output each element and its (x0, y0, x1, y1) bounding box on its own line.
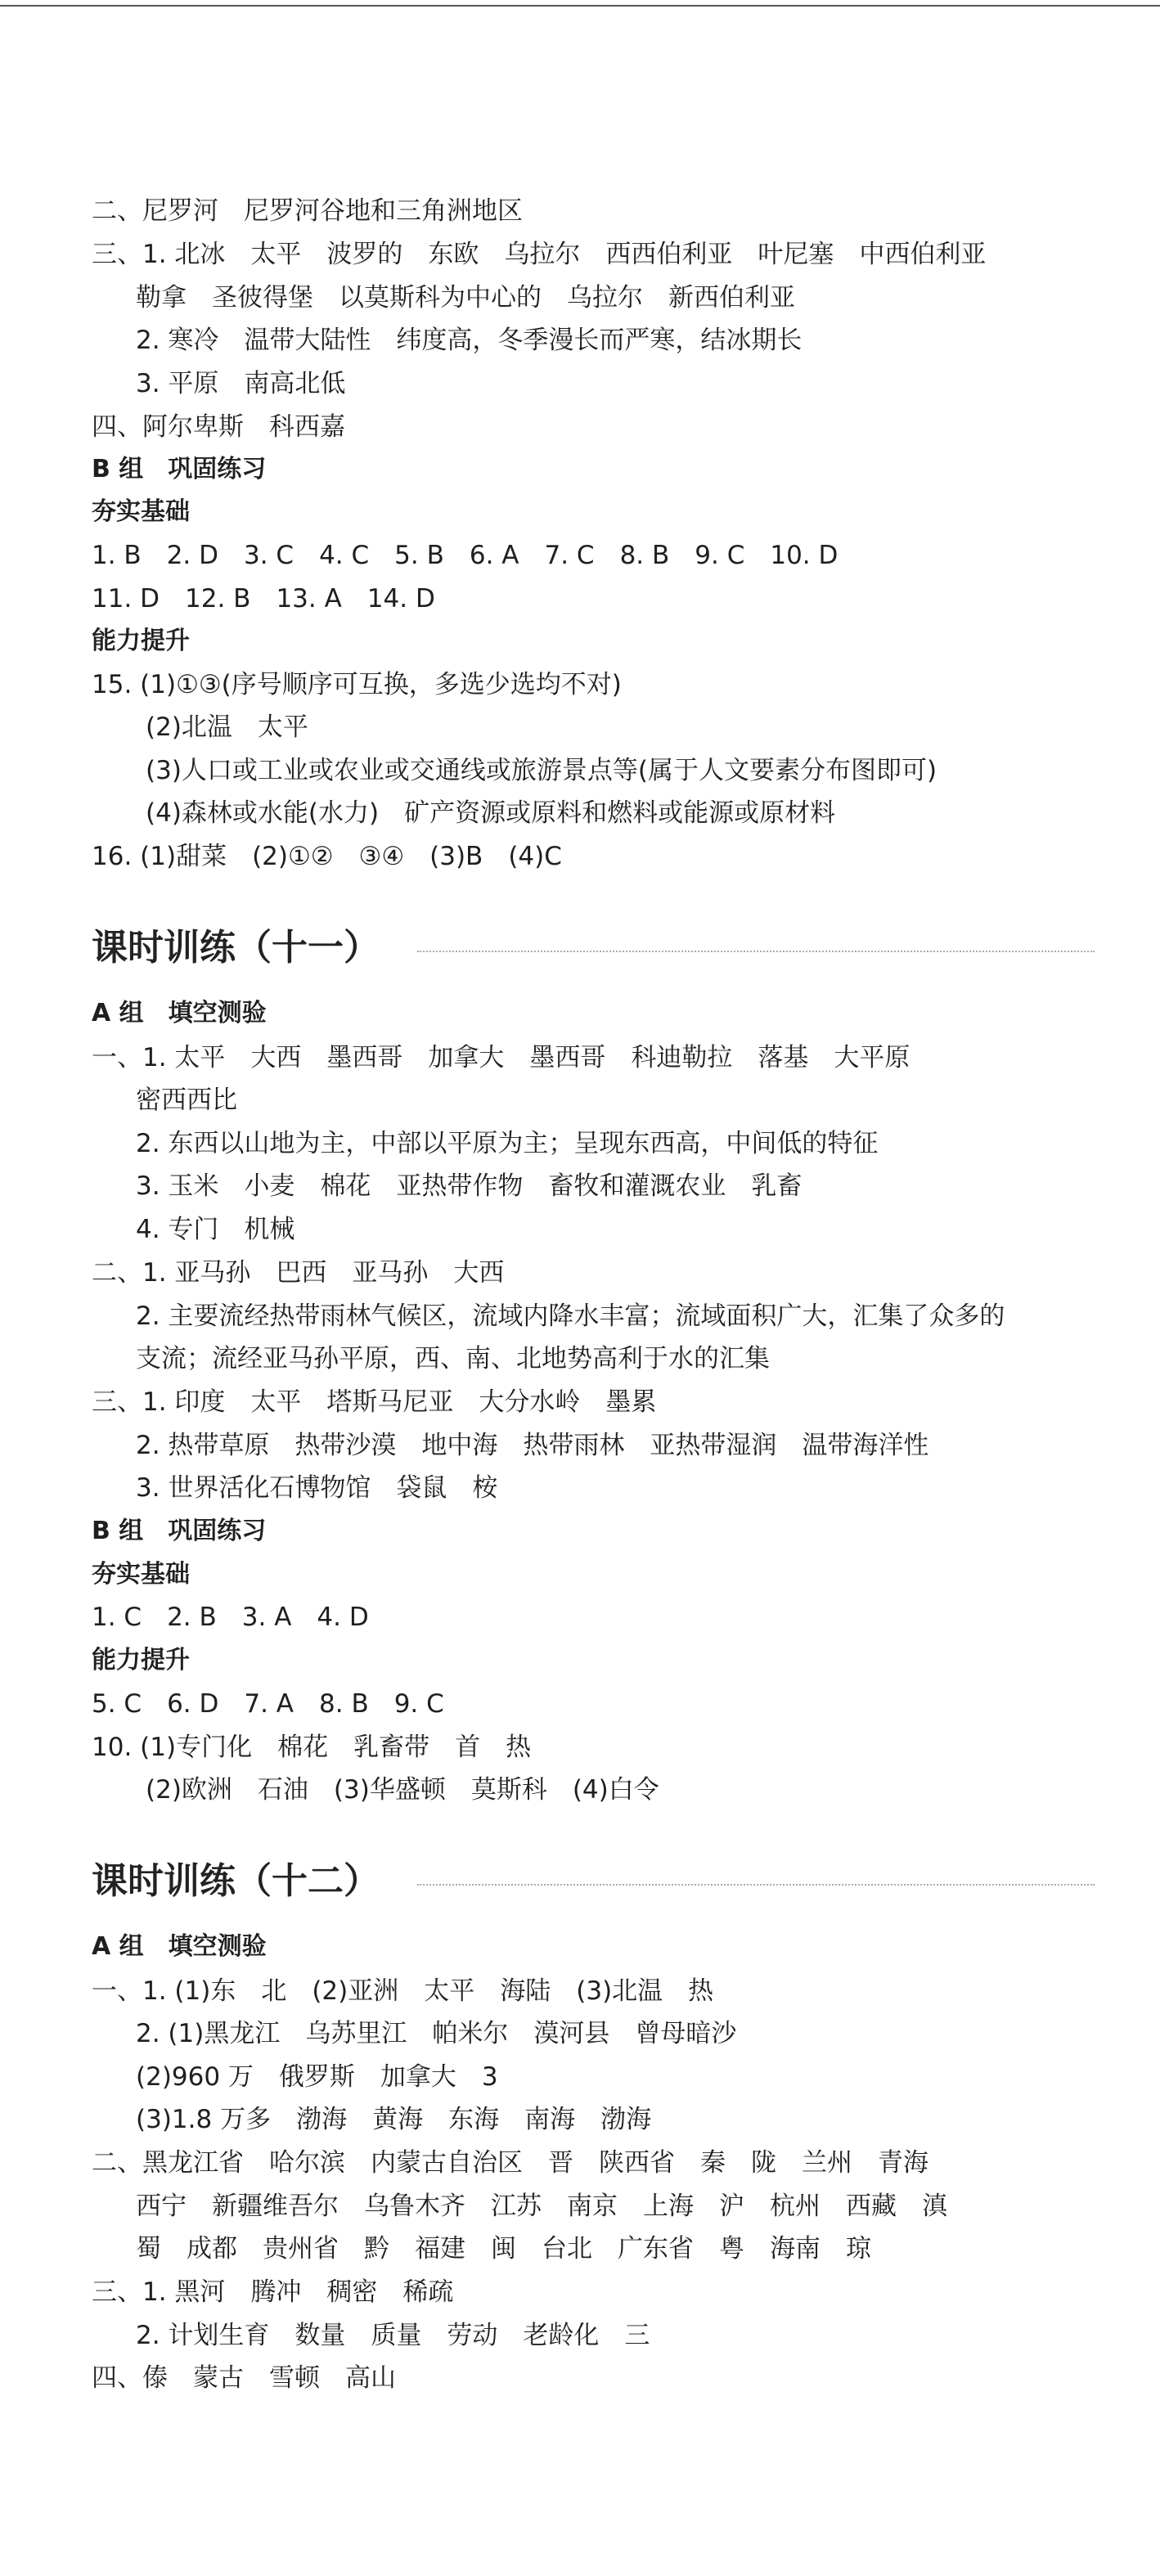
group-label: B 组 巩固练习 (92, 455, 267, 483)
subsection-label: 夯实基础 (92, 1560, 190, 1589)
answer-line: 16. (1)甜菜 (2)①② ③④ (3)B (4)C (92, 842, 562, 871)
answer-line: 四、傣 蒙古 雪顿 高山 (92, 2363, 396, 2393)
answer-line: 勒拿 圣彼得堡 以莫斯科为中心的 乌拉尔 新西伯利亚 (136, 283, 795, 312)
answer-line: 10. (1)专门化 棉花 乳畜带 首 热 (92, 1733, 532, 1762)
answer-line: 2. 寒冷 温带大陆性 纬度高，冬季漫长而严寒，结冰期长 (136, 326, 803, 355)
group-label: A 组 填空测验 (92, 999, 267, 1027)
answer-line: 1. C 2. B 3. A 4. D (92, 1603, 369, 1632)
answer-line: (3)人口或工业或农业或交通线或旅游景点等(属于人文要素分布图即可) (146, 756, 937, 785)
answer-line: (2)960 万 俄罗斯 加拿大 3 (136, 2062, 498, 2092)
group-label: A 组 填空测验 (92, 1932, 267, 1961)
answer-line: 二、黑龙江省 哈尔滨 内蒙古自治区 晋 陕西省 秦 陇 兰州 青海 (92, 2148, 928, 2178)
answer-line: 西宁 新疆维吾尔 乌鲁木齐 江苏 南京 上海 沪 杭州 西藏 滇 (136, 2192, 947, 2221)
answer-line: 四、阿尔卑斯 科西嘉 (92, 412, 345, 442)
answer-line: 蜀 成都 贵州省 黔 福建 闽 台北 广东省 粤 海南 琼 (136, 2234, 871, 2264)
answer-line: 1. B 2. D 3. C 4. C 5. B 6. A 7. C 8. B 9. C 10. D (92, 541, 839, 570)
answer-line: 3. 平原 南高北低 (136, 369, 346, 398)
top-border-line (0, 5, 1160, 7)
answer-line: 密西西比 (136, 1086, 237, 1115)
subsection-label: 能力提升 (92, 1646, 190, 1675)
section-title: 课时训练（十二） (92, 1860, 380, 1902)
answer-line: (4)森林或水能(水力) 矿产资源或原料和燃料或能源或原材料 (146, 798, 836, 828)
answer-line: 支流；流经亚马孙平原，西、南、北地势高利于水的汇集 (136, 1344, 770, 1373)
answer-line: (2)北温 太平 (146, 713, 308, 742)
title-divider (417, 951, 1095, 952)
answer-line: 15. (1)①③(序号顺序可互换，多选少选均不对) (92, 670, 622, 699)
answer-line: 二、尼罗河 尼罗河谷地和三角洲地区 (92, 196, 523, 226)
group-label: B 组 巩固练习 (92, 1517, 267, 1545)
answer-line: 3. 世界活化石博物馆 袋鼠 桉 (136, 1473, 498, 1503)
subsection-label: 夯实基础 (92, 497, 190, 526)
answer-line: 一、1. 太平 大西 墨西哥 加拿大 墨西哥 科迪勒拉 落基 大平原 (92, 1043, 910, 1072)
answer-line: 三、1. 黑河 腾冲 稠密 稀疏 (92, 2277, 454, 2307)
answer-line: 2. 计划生育 数量 质量 劳动 老龄化 三 (136, 2321, 650, 2350)
answer-line: 三、1. 北冰 太平 波罗的 东欧 乌拉尔 西西伯利亚 叶尼塞 中西伯利亚 (92, 240, 987, 269)
answer-line: 11. D 12. B 13. A 14. D (92, 584, 435, 614)
answer-line: 一、1. (1)东 北 (2)亚洲 太平 海陆 (3)北温 热 (92, 1976, 714, 2006)
answer-line: 2. 主要流经热带雨林气候区，流域内降水丰富；流域面积广大，汇集了众多的 (136, 1301, 1005, 1331)
answer-line: (3)1.8 万多 渤海 黄海 东海 南海 渤海 (136, 2105, 652, 2134)
answer-line: 3. 玉米 小麦 棉花 亚热带作物 畜牧和灌溉农业 乳畜 (136, 1171, 803, 1201)
answer-line: 三、1. 印度 太平 塔斯马尼亚 大分水岭 墨累 (92, 1387, 657, 1417)
answer-line: 2. (1)黑龙江 乌苏里江 帕米尔 漠河县 曾母暗沙 (136, 2019, 737, 2048)
answer-line: 4. 专门 机械 (136, 1215, 295, 1244)
subsection-label: 能力提升 (92, 627, 190, 655)
answer-line: 2. 热带草原 热带沙漠 地中海 热带雨林 亚热带湿润 温带海洋性 (136, 1431, 929, 1460)
answer-line: (2)欧洲 石油 (3)华盛顿 莫斯科 (4)白令 (146, 1775, 659, 1805)
answer-line: 5. C 6. D 7. A 8. B 9. C (92, 1689, 444, 1719)
section-title: 课时训练（十一） (92, 927, 380, 969)
answer-line: 二、1. 亚马孙 巴西 亚马孙 大西 (92, 1258, 505, 1288)
answer-line: 2. 东西以山地为主，中部以平原为主；呈现东西高，中间低的特征 (136, 1129, 879, 1158)
title-divider (417, 1884, 1095, 1886)
